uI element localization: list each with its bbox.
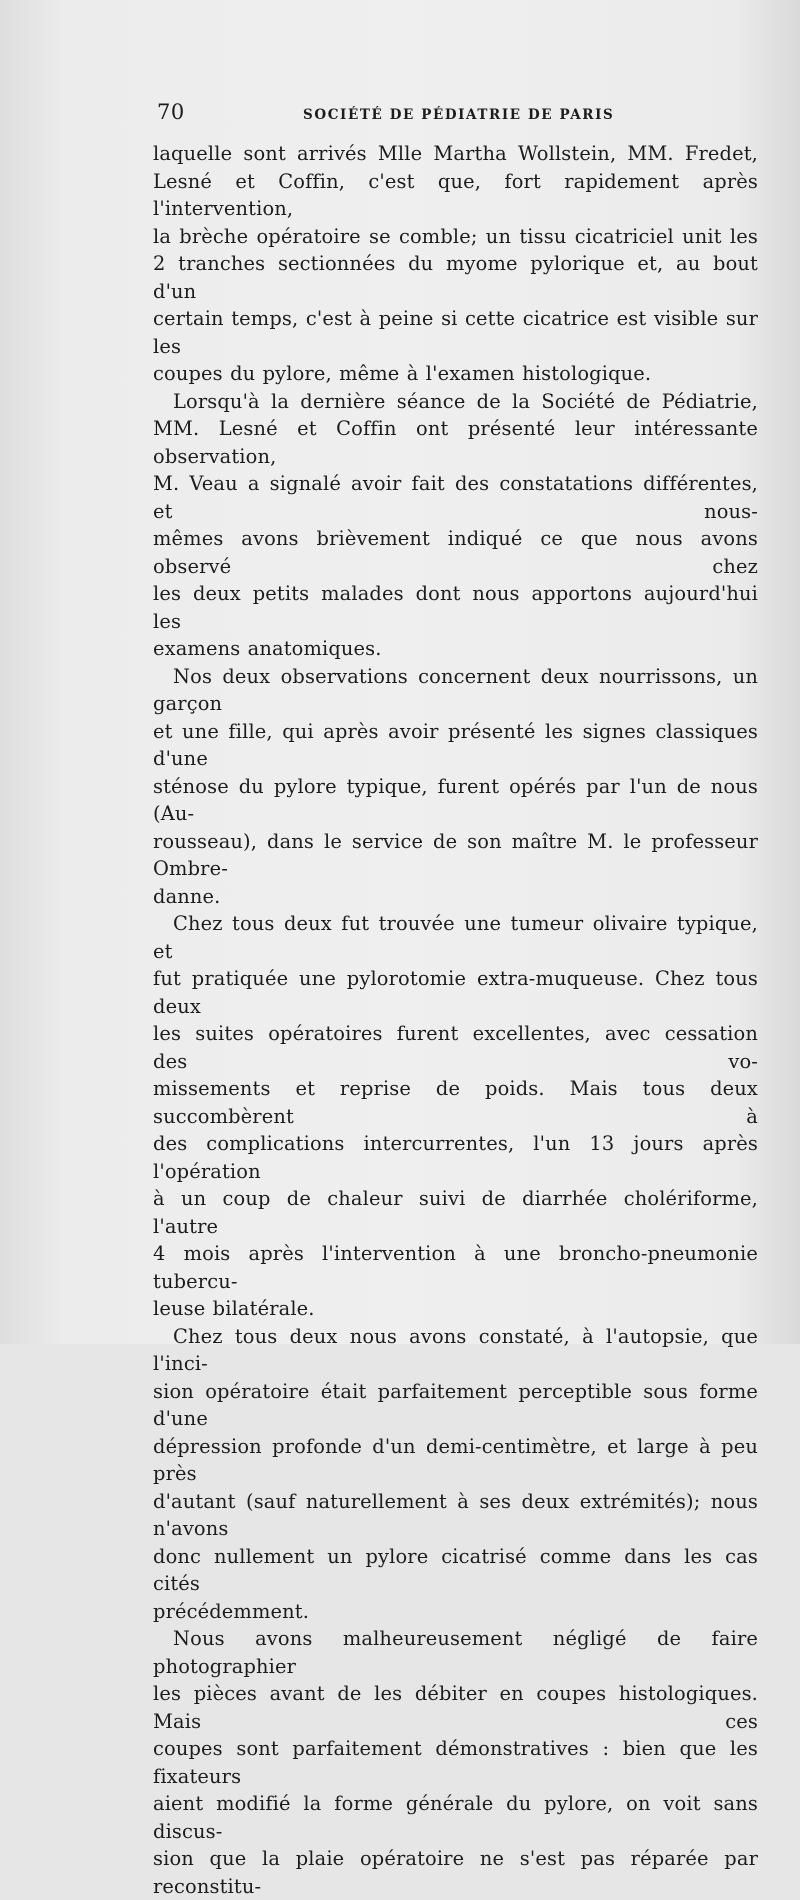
text-line: MM. Lesné et Coffin ont présenté leur intéressante observation, <box>153 417 758 468</box>
text-line: donc nullement un pylore cicatrisé comme dans les cas cités <box>153 1544 758 1595</box>
text-line: les deux petits malades dont nous apportons aujourd'hui les <box>153 582 758 633</box>
text-line: rousseau), dans le service de son maître M. le professeur Ombre- <box>153 829 758 880</box>
text-line: mêmes avons brièvement indiqué ce que nous avons observé chez <box>153 527 758 578</box>
text-line: à un coup de chaleur suivi de diarrhée cholériforme, l'autre <box>153 1187 758 1238</box>
page-header <box>157 100 757 130</box>
text-line: les suites opératoires furent excellentes, avec cessation des vo- <box>153 1022 758 1073</box>
text-line: aient modifié la forme générale du pylore, on voit sans discus- <box>153 1792 758 1843</box>
text-line: sténose du pylore typique, furent opérés par l'un de nous (Au- <box>153 774 758 825</box>
text-line: Chez tous deux nous avons constaté, à l'autopsie, que l'inci- <box>153 1324 758 1375</box>
text-line: et une fille, qui après avoir présenté les signes classiques d'une <box>153 719 758 770</box>
text-line: Lorsqu'à la dernière séance de la Société de Pédiatrie, <box>173 389 758 413</box>
text-line: la brèche opératoire se comble; un tissu cicatriciel unit les <box>153 224 758 248</box>
text-line: laquelle sont arrivés Mlle Martha Wollstein, MM. Fredet, <box>153 142 758 165</box>
text-line: dépression profonde d'un demi-centimètre, et large à peu près <box>153 1434 758 1485</box>
text-line: les pièces avant de les débiter en coupes histologiques. Mais ces <box>153 1682 758 1733</box>
body-text <box>153 140 758 1900</box>
text-line: Nos deux observations concernent deux nourrissons, un garçon <box>153 664 758 715</box>
text-line: examens anatomiques. <box>153 637 382 660</box>
running-title: SOCIÉTÉ DE PÉDIATRIE DE PARIS <box>303 107 615 123</box>
text-line: précédemment. <box>153 1599 310 1623</box>
text-line: M. Veau a signalé avoir fait des constatations différentes, et nous- <box>153 472 758 523</box>
text-line: Nous avons malheureusement négligé de faire photographier <box>153 1627 758 1678</box>
text-line: 4 mois après l'intervention à une broncho-pneumonie tubercu- <box>153 1242 758 1293</box>
text-line: fut pratiquée une pylorotomie extra-muqueuse. Chez tous deux <box>153 967 758 1018</box>
text-line: Lesné et Coffin, c'est que, fort rapidement après l'intervention, <box>153 169 758 220</box>
text-line: coupes sont parfaitement démonstratives : bien que les fixateurs <box>153 1737 758 1788</box>
text-line: sion opératoire était parfaitement perceptible sous forme d'une <box>153 1379 758 1430</box>
text-line: missements et reprise de poids. Mais tous deux succombèrent à <box>153 1077 758 1128</box>
text-line: Chez tous deux fut trouvée une tumeur olivaire typique, et <box>153 912 758 963</box>
page-number: 70 <box>157 100 185 124</box>
text-line: 2 tranches sectionnées du myome pylorique et, au bout d'un <box>153 252 758 303</box>
text-line: certain temps, c'est à peine si cette cicatrice est visible sur les <box>153 307 758 358</box>
text-line: coupes du pylore, même à l'examen histologique. <box>153 362 652 385</box>
text-line: des complications intercurrentes, l'un 13 jours après l'opération <box>153 1132 758 1183</box>
text-line: sion que la plaie opératoire ne s'est pas réparée par reconstitu- <box>153 1847 758 1898</box>
text-line: leuse bilatérale. <box>153 1297 315 1320</box>
text-line: d'autant (sauf naturellement à ses deux extrémités); nous n'avons <box>153 1489 758 1540</box>
text-line: danne. <box>153 884 221 908</box>
